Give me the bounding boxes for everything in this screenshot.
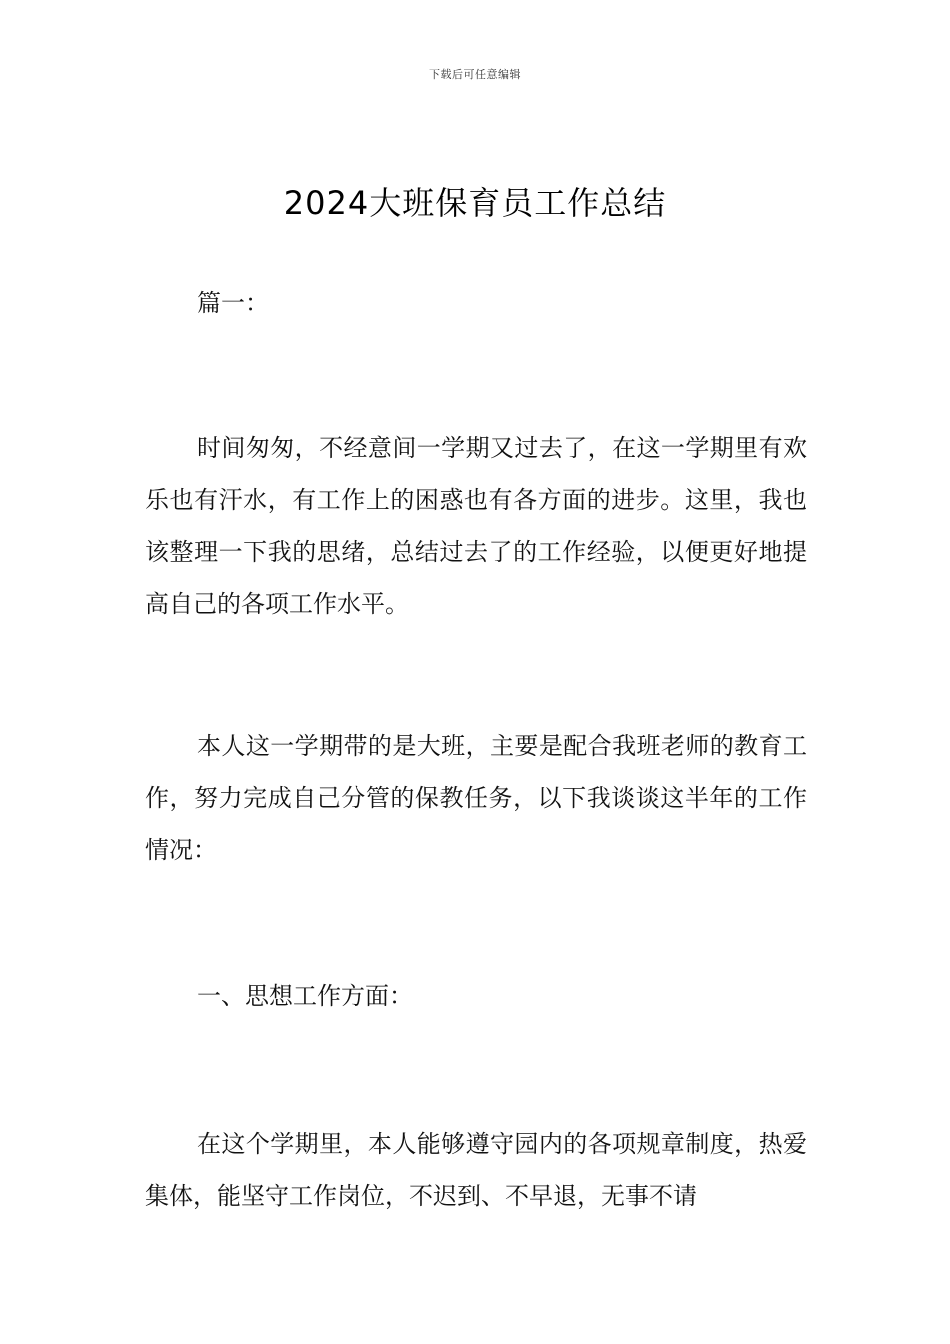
paragraph-ideology: 在这个学期里，本人能够遵守园内的各项规章制度，热爱集体，能坚守工作岗位，不迟到、不早退，无事不请 <box>145 1130 807 1210</box>
paragraph-class-duty: 本人这一学期带的是大班，主要是配合我班老师的教育工作，努力完成自己分管的保教任务，以下我谈谈这半年的工作情况： <box>145 732 807 864</box>
document-title: 2024大班保育员工作总结 <box>283 184 667 222</box>
subheading-ideology: 一、思想工作方面： <box>197 982 413 1010</box>
section-label: 篇一： <box>197 289 269 317</box>
header-note: 下载后可任意编辑 <box>429 68 521 81</box>
paragraph-intro: 时间匆匆，不经意间一学期又过去了，在这一学期里有欢乐也有汗水，有工作上的困惑也有各方面的进步。这里，我也该整理一下我的思绪，总结过去了的工作经验，以便更好地提高自己的各项工作水平。 <box>145 434 807 618</box>
